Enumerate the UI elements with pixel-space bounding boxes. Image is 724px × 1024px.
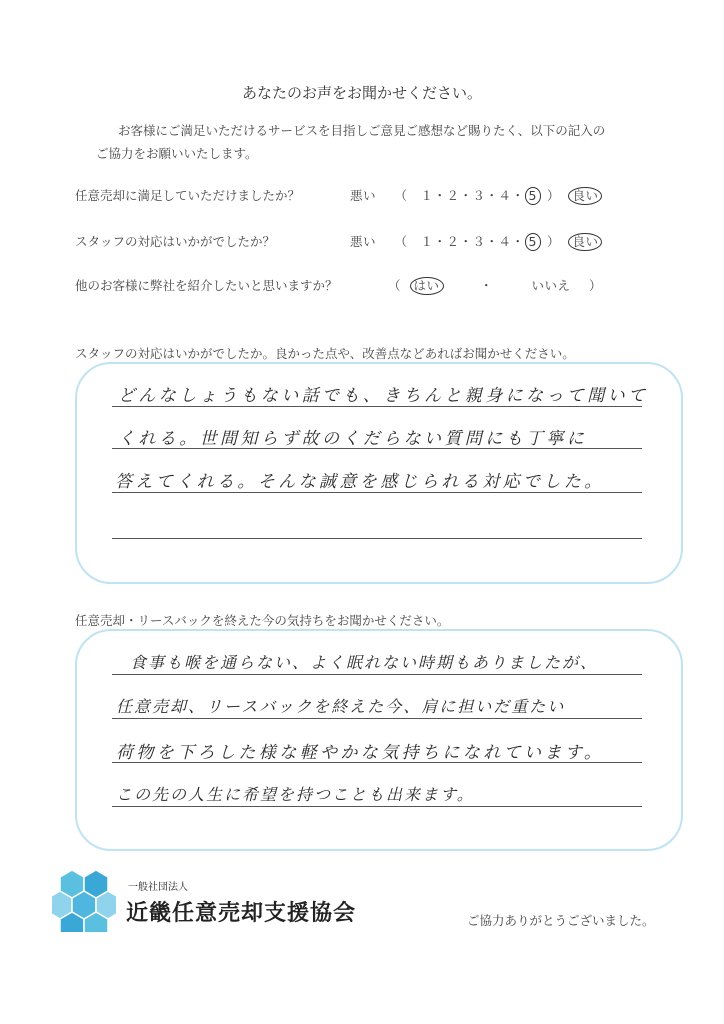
writing-line bbox=[112, 492, 642, 493]
good-label: 良い bbox=[568, 187, 602, 205]
org-type: 一般社団法人 bbox=[128, 882, 188, 893]
scale-end: ） bbox=[546, 188, 560, 203]
scale-numbers: （ １・２・３・４・ bbox=[394, 234, 525, 249]
open-paren: （ bbox=[388, 278, 402, 293]
scale-end: ） bbox=[546, 234, 560, 249]
no-option[interactable]: いいえ bbox=[531, 278, 571, 293]
org-name: 近畿任意売却支援協会 bbox=[126, 901, 357, 926]
handwritten-line-1: 食事も喉を通らない、よく眠れない時期もありましたが、 bbox=[130, 653, 599, 672]
handwritten-line-2: 任意売却、リースバックを終えた今、肩に担いだ重たい bbox=[116, 697, 566, 716]
question-staff: スタッフの対応はいかがでしたか？ bbox=[75, 234, 276, 249]
thanks-message: ご協力ありがとうございました。 bbox=[467, 913, 655, 928]
question-satisfaction: 任意売却に満足していただけましたか？ bbox=[75, 188, 301, 203]
yes-option[interactable]: はい bbox=[410, 277, 444, 295]
close-paren: ） bbox=[589, 278, 603, 293]
selected-rating[interactable]: 5 bbox=[525, 233, 541, 251]
hexagon-logo-icon bbox=[52, 868, 116, 932]
handwritten-line-2: くれる。世間知らず故のくだらない質問にも丁寧に bbox=[118, 429, 588, 449]
recommend-options bbox=[388, 276, 602, 295]
section2-prompt: 任意売却・リースバックを終えた今の気持ちをお聞かせください。 bbox=[75, 613, 450, 628]
handwritten-line-3: 荷物を下ろした様な軽やかな気持ちになれています。 bbox=[116, 743, 605, 763]
handwritten-line-1: どんなしょうもない話でも、きちんと親身になって聞いて bbox=[118, 386, 649, 406]
handwritten-line-4: この先の人生に希望を持つことも出来ます。 bbox=[116, 785, 475, 804]
intro-line-2: ご協力をお願いいたします。 bbox=[96, 146, 258, 161]
bad-label: 悪い bbox=[350, 188, 377, 203]
rating-scale-staff bbox=[350, 232, 602, 251]
scale-numbers: （ １・２・３・４・ bbox=[394, 188, 525, 203]
handwritten-line-3: 答えてくれる。そんな誠意を感じられる対応でした。 bbox=[115, 472, 605, 492]
separator-dot: ・ bbox=[480, 278, 494, 293]
writing-line bbox=[112, 718, 642, 719]
survey-title: あなたのお声をお聞かせください。 bbox=[241, 84, 482, 102]
rating-scale-satisfaction bbox=[350, 186, 602, 205]
writing-line bbox=[112, 406, 642, 407]
writing-line bbox=[112, 674, 642, 675]
bad-label: 悪い bbox=[350, 234, 377, 249]
selected-rating[interactable]: 5 bbox=[525, 187, 541, 205]
question-recommend: 他のお客様に弊社を紹介したいと思いますか？ bbox=[75, 278, 338, 293]
good-label: 良い bbox=[568, 233, 602, 251]
writing-line bbox=[112, 806, 642, 807]
writing-line bbox=[112, 538, 642, 539]
intro-line-1: お客様にご満足いただけるサービスを目指しご意見ご感想など賜りたく、以下の記入の bbox=[118, 123, 606, 138]
section1-prompt: スタッフの対応はいかがでしたか。良かった点や、改善点などあればお聞かせください。 bbox=[75, 346, 575, 361]
